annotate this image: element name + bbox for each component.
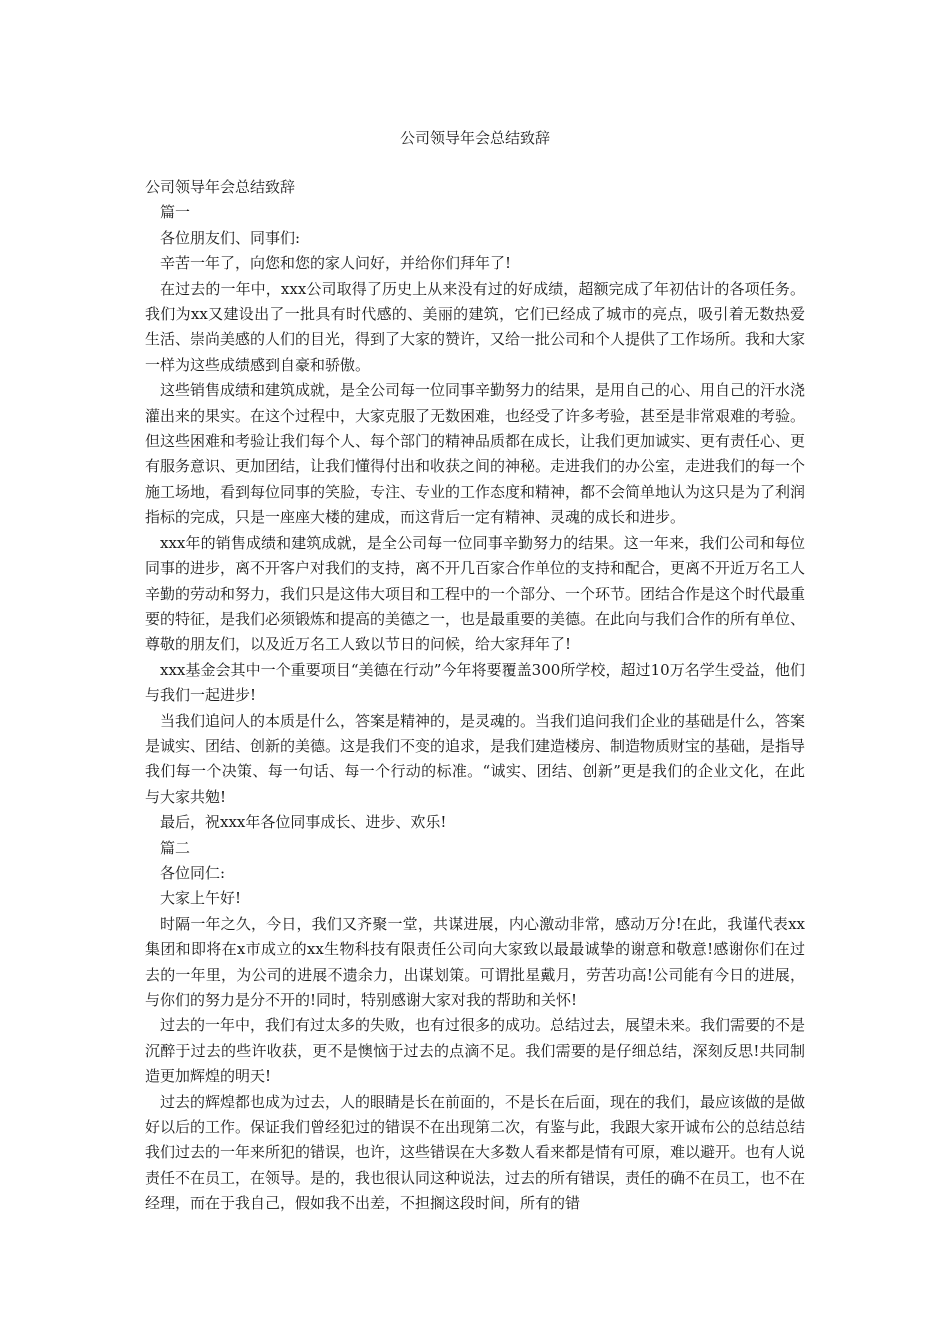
paragraph: 公司领导年会总结致辞 [145,178,296,196]
paragraph: 各位朋友们、同事们: [160,228,301,247]
paragraph: 辛苦一年了，向您和您的家人问好，并给你们拜年了! [160,254,512,273]
paragraph: 过去的辉煌都也成为过去，人的眼睛是长在前面的，不是长在后面，现在的我们，最应该做的是做好以后的工作。保证我们曾经犯过的错误不在出现第二次，有鉴与此，我跟大家开诚布公的总结总结我们过去的一年来所犯的错误，也许，这些错误在大多数人看来都是情有可原，难以避开。也有人说责任不在员工，在领导。是的，我也很认同这种说法，过去的所有错误，责任的确不在员工，也不在经理，而在于我自己，假如我不出差，不担搁这段时间，所有的错 [145,1092,806,1213]
paragraph: 在过去的一年中，xxx公司取得了历史上从来没有过的好成绩，超额完成了年初估计的各项任务。我们为xx又建设出了一批具有时代感的、美丽的建筑，它们已经成了城市的亮点，吸引着无数热爱生活、崇尚美感的人们的目光，得到了大家的赞许，又给一批公司和个人提供了工作场所。我和大家一样为这些成绩感到自豪和骄傲。 [145,279,806,374]
paragraph: 时隔一年之久，今日，我们又齐聚一堂，共谋进展，内心激动非常，感动万分!在此，我谨代表xx集团和即将在x市成立的xx生物科技有限责任公司向大家致以最最诚挚的谢意和敬意!感谢你们在过去的一年里，为公司的进展不遗余力，出谋划策。可谓批星戴月，劳苦功高!公司能有今日的进展，与你们的努力是分不开的!同时，特别感谢大家对我的帮助和关怀! [145,914,805,1009]
paragraph: xxx基金会其中一个重要项目“美德在行动”今年将要覆盖300所学校，超过10万名学生受益，他们与我们一起进步! [145,660,805,705]
paragraph: 当我们追问人的本质是什么，答案是精神的，是灵魂的。当我们追问我们企业的基础是什么，答案是诚实、团结、创新的美德。这是我们不变的追求，是我们建造楼房、制造物质财宝的基础，是指导我们每一个决策、每一句话、每一个行动的标准。“诚实、团结、创新”更是我们的企业文化，在此与大家共勉! [145,711,806,806]
document-body [145,175,805,1217]
document-title: 公司领导年会总结致辞 [399,129,550,147]
paragraph: 篇一 [160,203,191,222]
paragraph: 各位同仁: [160,863,226,882]
paragraph: 最后，祝xxx年各位同事成长、进步、欢乐! [160,813,447,832]
paragraph: xxx年的销售成绩和建筑成就，是全公司每一位同事辛勤努力的结果。这一年来，我们公司和每位同事的进步，离不开客户对我们的支持，离不开几百家合作单位的支持和配合，更离不开近万名工人辛勤的劳动和努力，我们只是这伟大项目和工程中的一个部分、一个环节。团结合作是这个时代最重要的特征，是我们必须锻炼和提高的美德之一，也是最重要的美德。在此向与我们合作的所有单位、尊敬的朋友们，以及近万名工人致以节日的问候，给大家拜年了! [145,533,806,654]
paragraph: 这些销售成绩和建筑成就，是全公司每一位同事辛勤努力的结果，是用自己的心、用自己的汗水浇灌出来的果实。在这个过程中，大家克服了无数困难，也经受了许多考验，甚至是非常艰难的考验。但这些困难和考验让我们每个人、每个部门的精神品质都在成长，让我们更加诚实、更有责任心、更有服务意识、更加团结，让我们懂得付出和收获之间的神秘。走进我们的办公室，走进我们的每一个施工场地，看到每位同事的笑脸，专注、专业的工作态度和精神，都不会简单地认为这只是为了利润指标的完成，只是一座座大楼的建成，而这背后一定有精神、灵魂的成长和进步。 [145,381,806,527]
paragraph: 过去的一年中，我们有过太多的失败，也有过很多的成功。总结过去，展望未来。我们需要的不是沉醉于过去的些许收获，更不是懊恼于过去的点滴不足。我们需要的是仔细总结，深刻反思!共同制造更加辉煌的明天! [145,1016,806,1086]
paragraph: 篇二 [160,838,191,857]
paragraph: 大家上午好! [160,889,242,908]
